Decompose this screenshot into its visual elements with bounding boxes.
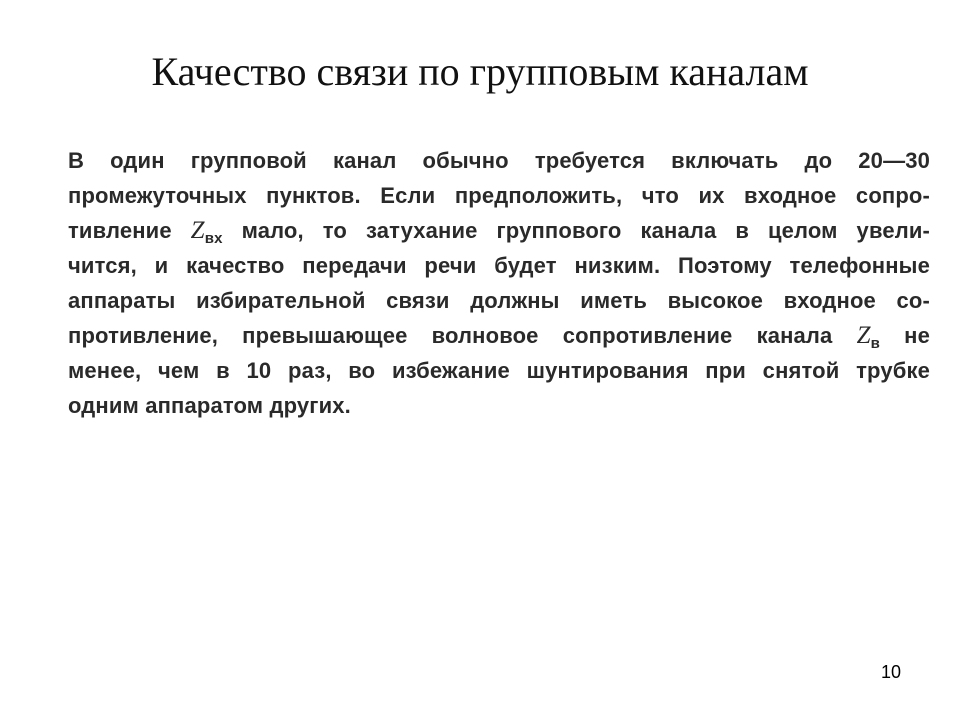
text-fragment: мало, то затухание группового канала в целом увели- (241, 218, 930, 243)
text-line-5: аппараты избирательной связи должны иметь высокое входное со- (68, 288, 930, 313)
impedance-subscript: вх (204, 230, 223, 247)
text-fragment: не (904, 323, 930, 348)
text-line-7: менее, чем в 10 раз, во избежание шунтирования при снятой трубке (68, 358, 930, 383)
page-number: 10 (880, 662, 902, 682)
scanned-text-excerpt (68, 143, 930, 423)
impedance-subscript: в (870, 335, 881, 352)
text-line-8: одним аппаратом других. (68, 393, 351, 418)
impedance-symbol: Z (190, 217, 205, 244)
text-line-6 (68, 318, 930, 353)
text-fragment: противление, превышающее волновое сопротивление канала (68, 323, 833, 348)
text-line-4: чится, и качество передачи речи будет низким. Поэтому телефонные (68, 253, 930, 278)
text-fragment: тивление (68, 218, 172, 243)
text-line-3 (68, 213, 930, 248)
text-line-1: В один групповой канал обычно требуется включать до 20—30 (68, 148, 930, 173)
text-line-2: промежуточных пунктов. Если предположить, что их входное сопро- (68, 183, 930, 208)
impedance-symbol: Z (856, 322, 871, 349)
slide-title: Качество связи по групповым каналам (151, 49, 809, 94)
